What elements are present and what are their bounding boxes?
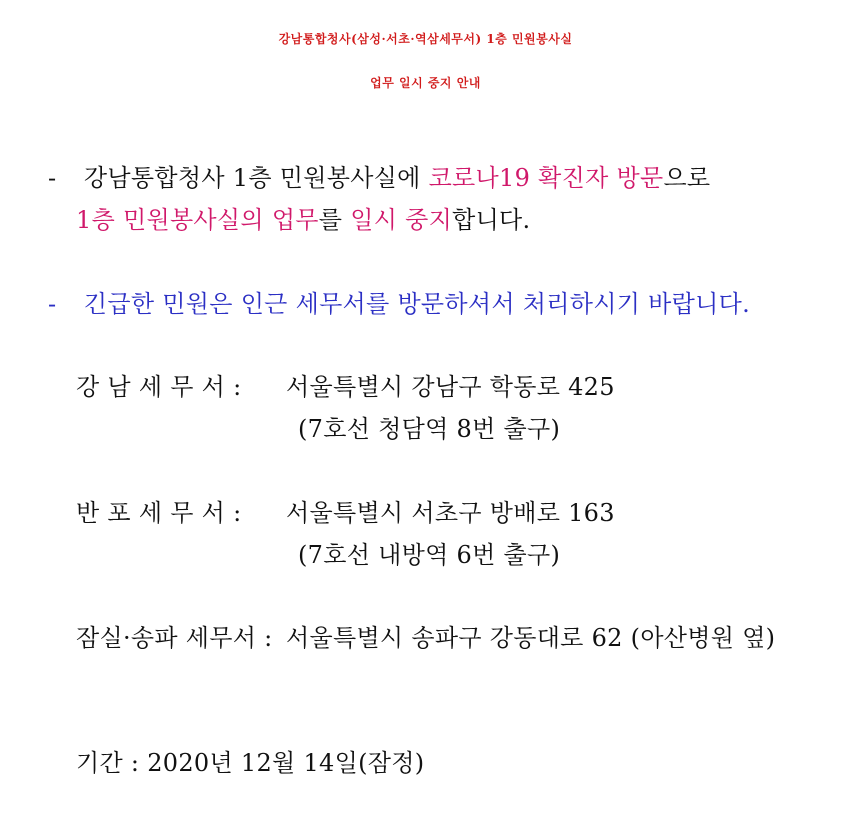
bullet-dash: - xyxy=(48,164,57,192)
office-label: 강 남 세 무 서 : xyxy=(76,373,242,401)
highlight-text: 코로나19 확진자 방문 xyxy=(428,164,664,192)
office-address: 서울특별시 서초구 방배로 163 xyxy=(286,499,615,527)
paragraph-text: 으로 xyxy=(663,164,711,192)
paragraph-text: 를 xyxy=(318,206,351,234)
notice-paragraph-1-line1 xyxy=(48,158,710,193)
office-jamsil-songpa xyxy=(76,618,775,653)
highlight-text: 1층 민원봉사실의 업무 xyxy=(76,206,319,234)
notice-title-line1: 강남통합청사(삼성·서초·역삼세무서) 1층 민원봉사실 xyxy=(278,32,573,46)
paragraph-text: 긴급한 민원은 인근 세무서를 방문하셔서 처리하시기 바랍니다. xyxy=(76,290,751,318)
notice-paragraph-2 xyxy=(48,284,750,319)
bullet-dash: - xyxy=(48,290,57,318)
office-banpo-note xyxy=(298,535,560,570)
notice-title-line2: 업무 일시 중지 안내 xyxy=(370,76,481,90)
office-address: 서울특별시 강남구 학동로 425 xyxy=(286,373,615,401)
office-direction: (7호선 청담역 8번 출구) xyxy=(298,415,561,443)
office-address: 서울특별시 송파구 강동대로 62 (아산병원 옆) xyxy=(286,624,776,652)
paragraph-text: 강남통합청사 1층 민원봉사실에 xyxy=(76,164,429,192)
office-direction: (7호선 내방역 6번 출구) xyxy=(298,541,561,569)
paragraph-text: 합니다. xyxy=(452,206,531,234)
suspension-period: 기간 : 2020년 12월 14일(잠정) xyxy=(76,749,425,777)
highlight-text: 일시 중지 xyxy=(350,206,453,234)
office-gangnam xyxy=(76,367,615,402)
office-label: 잠실·송파 세무서 : xyxy=(76,624,273,652)
notice-paragraph-1-line2 xyxy=(76,200,530,235)
office-label: 반 포 세 무 서 : xyxy=(76,499,242,527)
office-banpo xyxy=(76,493,615,528)
office-gangnam-note xyxy=(298,409,560,444)
